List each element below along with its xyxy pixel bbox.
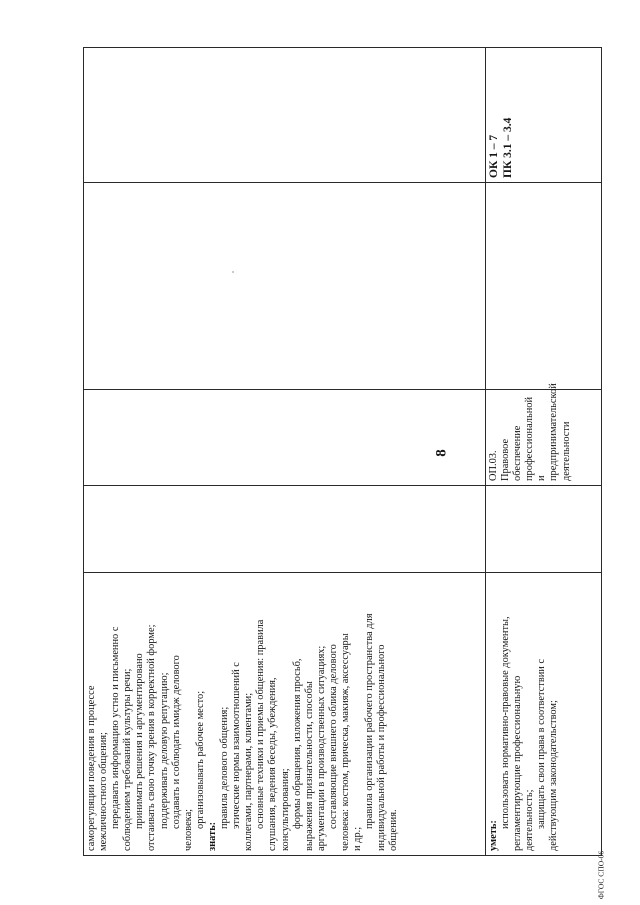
text-line: защищать свои права в соответствии с [536, 658, 548, 829]
text-line: действующим законодательством; [548, 700, 560, 851]
professional-competencies: ПК 3.1 – 3.4 [501, 117, 514, 178]
empty-cell [84, 48, 486, 183]
text-line: человека; [182, 808, 194, 851]
discipline-title-line: деятельности [560, 421, 572, 481]
text-line: формы обращения, изложения просьб, [291, 658, 303, 829]
page-number: 8 [433, 449, 450, 457]
footer-standard-label: ФГОС СПО-06 [596, 850, 606, 900]
text-line: использовать нормативно-правовые документы, [500, 616, 512, 829]
text-line: правила организации рабочего пространства для [364, 613, 376, 829]
text-line: аргументации в производственных ситуациях; [315, 645, 327, 851]
empty-cell [84, 486, 486, 573]
skills-cell [486, 573, 602, 856]
curriculum-table [83, 48, 601, 856]
empty-cell [84, 183, 486, 390]
empty-cell [486, 183, 602, 390]
text-line: выражения признательности, способы [303, 681, 315, 851]
discipline-title-line: Правовое обеспечение [500, 425, 524, 481]
text-line: поддерживать деловую репутацию; [158, 672, 170, 829]
text-line: правила делового общения; [219, 706, 231, 829]
text-line: передавать информацию устно и письменно с [110, 626, 122, 829]
table-row [486, 48, 602, 856]
text-line: основные техники и приемы общения: правила [255, 619, 267, 829]
competencies-cell [486, 48, 602, 183]
text-line: этические нормы взаимоотношений с [231, 662, 243, 829]
text-line: деятельность; [524, 789, 536, 851]
discipline-title-line: профессиональной и [524, 396, 548, 481]
text-line: отстаивать свою точку зрения в корректной форме; [146, 624, 158, 851]
text-line: организовывать рабочее место; [194, 690, 206, 829]
text-line: саморегуляции поведения в процессе [86, 685, 97, 851]
text-line: коллегами, партнерами, клиентами; [243, 692, 255, 851]
text-line: принимать решения и аргументировано [134, 653, 146, 829]
text-line: слушания, ведения беседы, убеждения, [267, 677, 279, 851]
discipline-title-line: предпринимательской [548, 383, 560, 481]
empty-cell [84, 390, 486, 486]
text-line: создавать и соблюдать имидж делового [170, 655, 182, 829]
table-row [84, 48, 486, 856]
discipline-cell [486, 383, 602, 486]
empty-cell [486, 486, 602, 573]
text-line: общения. [388, 809, 400, 851]
text-line: и др.; [352, 826, 364, 851]
know-label: знать: [206, 821, 218, 851]
text-line: составляющие внешнего облика делового [327, 644, 339, 829]
text-line: человека: костюм, прическа, макияж, аксессуары [339, 633, 351, 851]
text-line: регламентирующие профессиональную [512, 675, 524, 851]
general-competencies: ОК 1 – 7 [488, 134, 500, 178]
text-line: консультирования; [279, 768, 291, 851]
text-line: индивидуальной работы и профессионального [376, 644, 388, 851]
discipline-code: ОП.03. [488, 450, 499, 481]
can-label: уметь: [488, 820, 499, 851]
text-line: межличностного общения; [98, 732, 110, 851]
text-line: соблюдением требований культуры речи; [122, 668, 134, 851]
skills-cell [84, 573, 486, 856]
